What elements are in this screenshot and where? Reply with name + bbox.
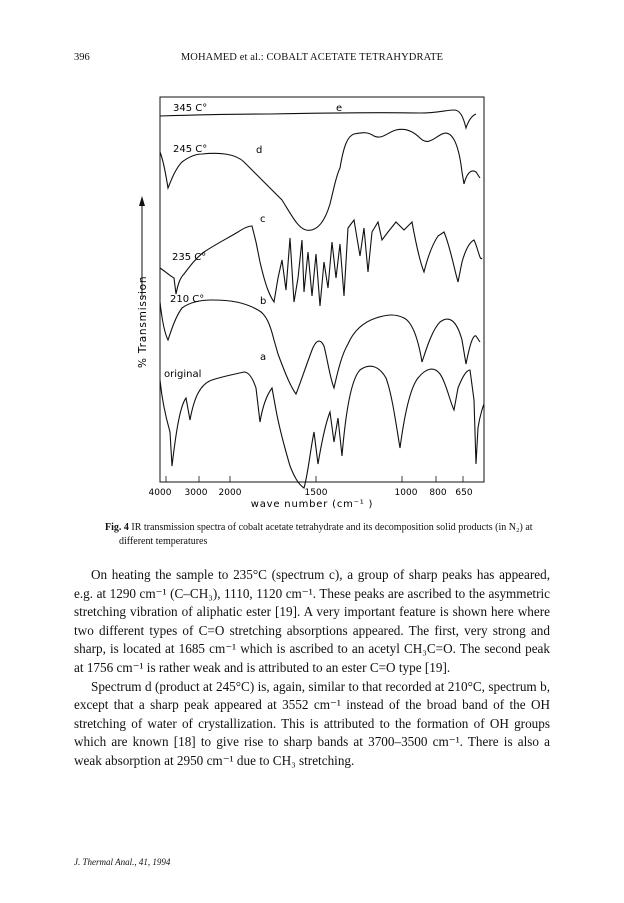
paragraph-1: On heating the sample to 235°C (spectrum c), a group of sharp peaks has appeared, e.g. at 1290 cm⁻¹ (C–CH₃), 1110, 1120 cm⁻¹. These peaks are ascribed to the asymmetric stretching vibration of aliphatic ester [19]. A very important feature is shown here where two different types of C=O stretching absorptions appeared. The first, very strong and sharp, is located at 1685 cm⁻¹ which is ascribed to an acetyl CH₃C=O. The second peak at 1756 cm⁻¹ is rather weak and is attributed to an ester C=O type [19]. — [74, 567, 550, 675]
spectrum-b — [160, 300, 480, 394]
x-tick-1500: 1500 — [304, 488, 328, 498]
spectrum-c — [160, 220, 482, 306]
ir-spectra-figure — [120, 92, 500, 512]
x-tick-800: 800 — [429, 488, 447, 498]
x-tick-4000: 4000 — [148, 488, 172, 498]
page-header — [74, 52, 550, 68]
label-345C: 345 C° — [173, 103, 208, 114]
x-tick-3000: 3000 — [184, 488, 208, 498]
spectrum-d — [160, 129, 480, 230]
caption-text: IR transmission spectra of cobalt acetate tetrahydrate and its decomposition solid products (in N₂) at different temperatures — [119, 522, 533, 547]
page-number: 396 — [74, 52, 90, 63]
x-tick-marks — [166, 476, 463, 482]
label-c: c — [260, 214, 266, 225]
label-a: a — [260, 352, 267, 363]
x-tick-labels — [149, 488, 473, 498]
body-text — [74, 566, 550, 771]
label-210C: 210 C° — [170, 294, 205, 305]
x-axis-label: wave number (cm⁻¹ ) — [250, 499, 374, 510]
journal-footer: J. Thermal Anal., 41, 1994 — [74, 857, 171, 867]
figure-caption — [105, 521, 549, 549]
label-original: original — [164, 369, 202, 380]
x-tick-650: 650 — [455, 488, 473, 498]
label-235C: 235 C° — [172, 252, 207, 263]
spectrum-a — [160, 366, 484, 488]
label-b: b — [260, 296, 267, 307]
x-tick-1000: 1000 — [394, 488, 418, 498]
caption-label: Fig. 4 — [105, 522, 129, 533]
spectrum-e — [160, 110, 476, 128]
running-title: MOHAMED et al.: COBALT ACETATE TETRAHYDRATE — [180, 52, 444, 63]
y-axis-label: % Transmission — [137, 275, 149, 368]
paragraph-2: Spectrum d (product at 245°C) is, again, similar to that recorded at 210°C, spectrum b, except that a sharp peak appeared at 3552 cm⁻¹ instead of the broad band of the OH stretching of water of crystallization. This is attributed to the formation of OH groups which are known [18] to give rise to sharp bands at 3700–3500 cm⁻¹. There is also a weak absorption at 2950 cm⁻¹ due to CH₃ stretching. — [74, 678, 550, 768]
label-245C: 245 C° — [173, 144, 208, 155]
y-axis-arrowhead — [139, 196, 145, 206]
spectra-plot — [120, 92, 500, 512]
label-e: e — [336, 103, 343, 114]
label-d: d — [256, 145, 263, 156]
x-tick-2000: 2000 — [218, 488, 242, 498]
